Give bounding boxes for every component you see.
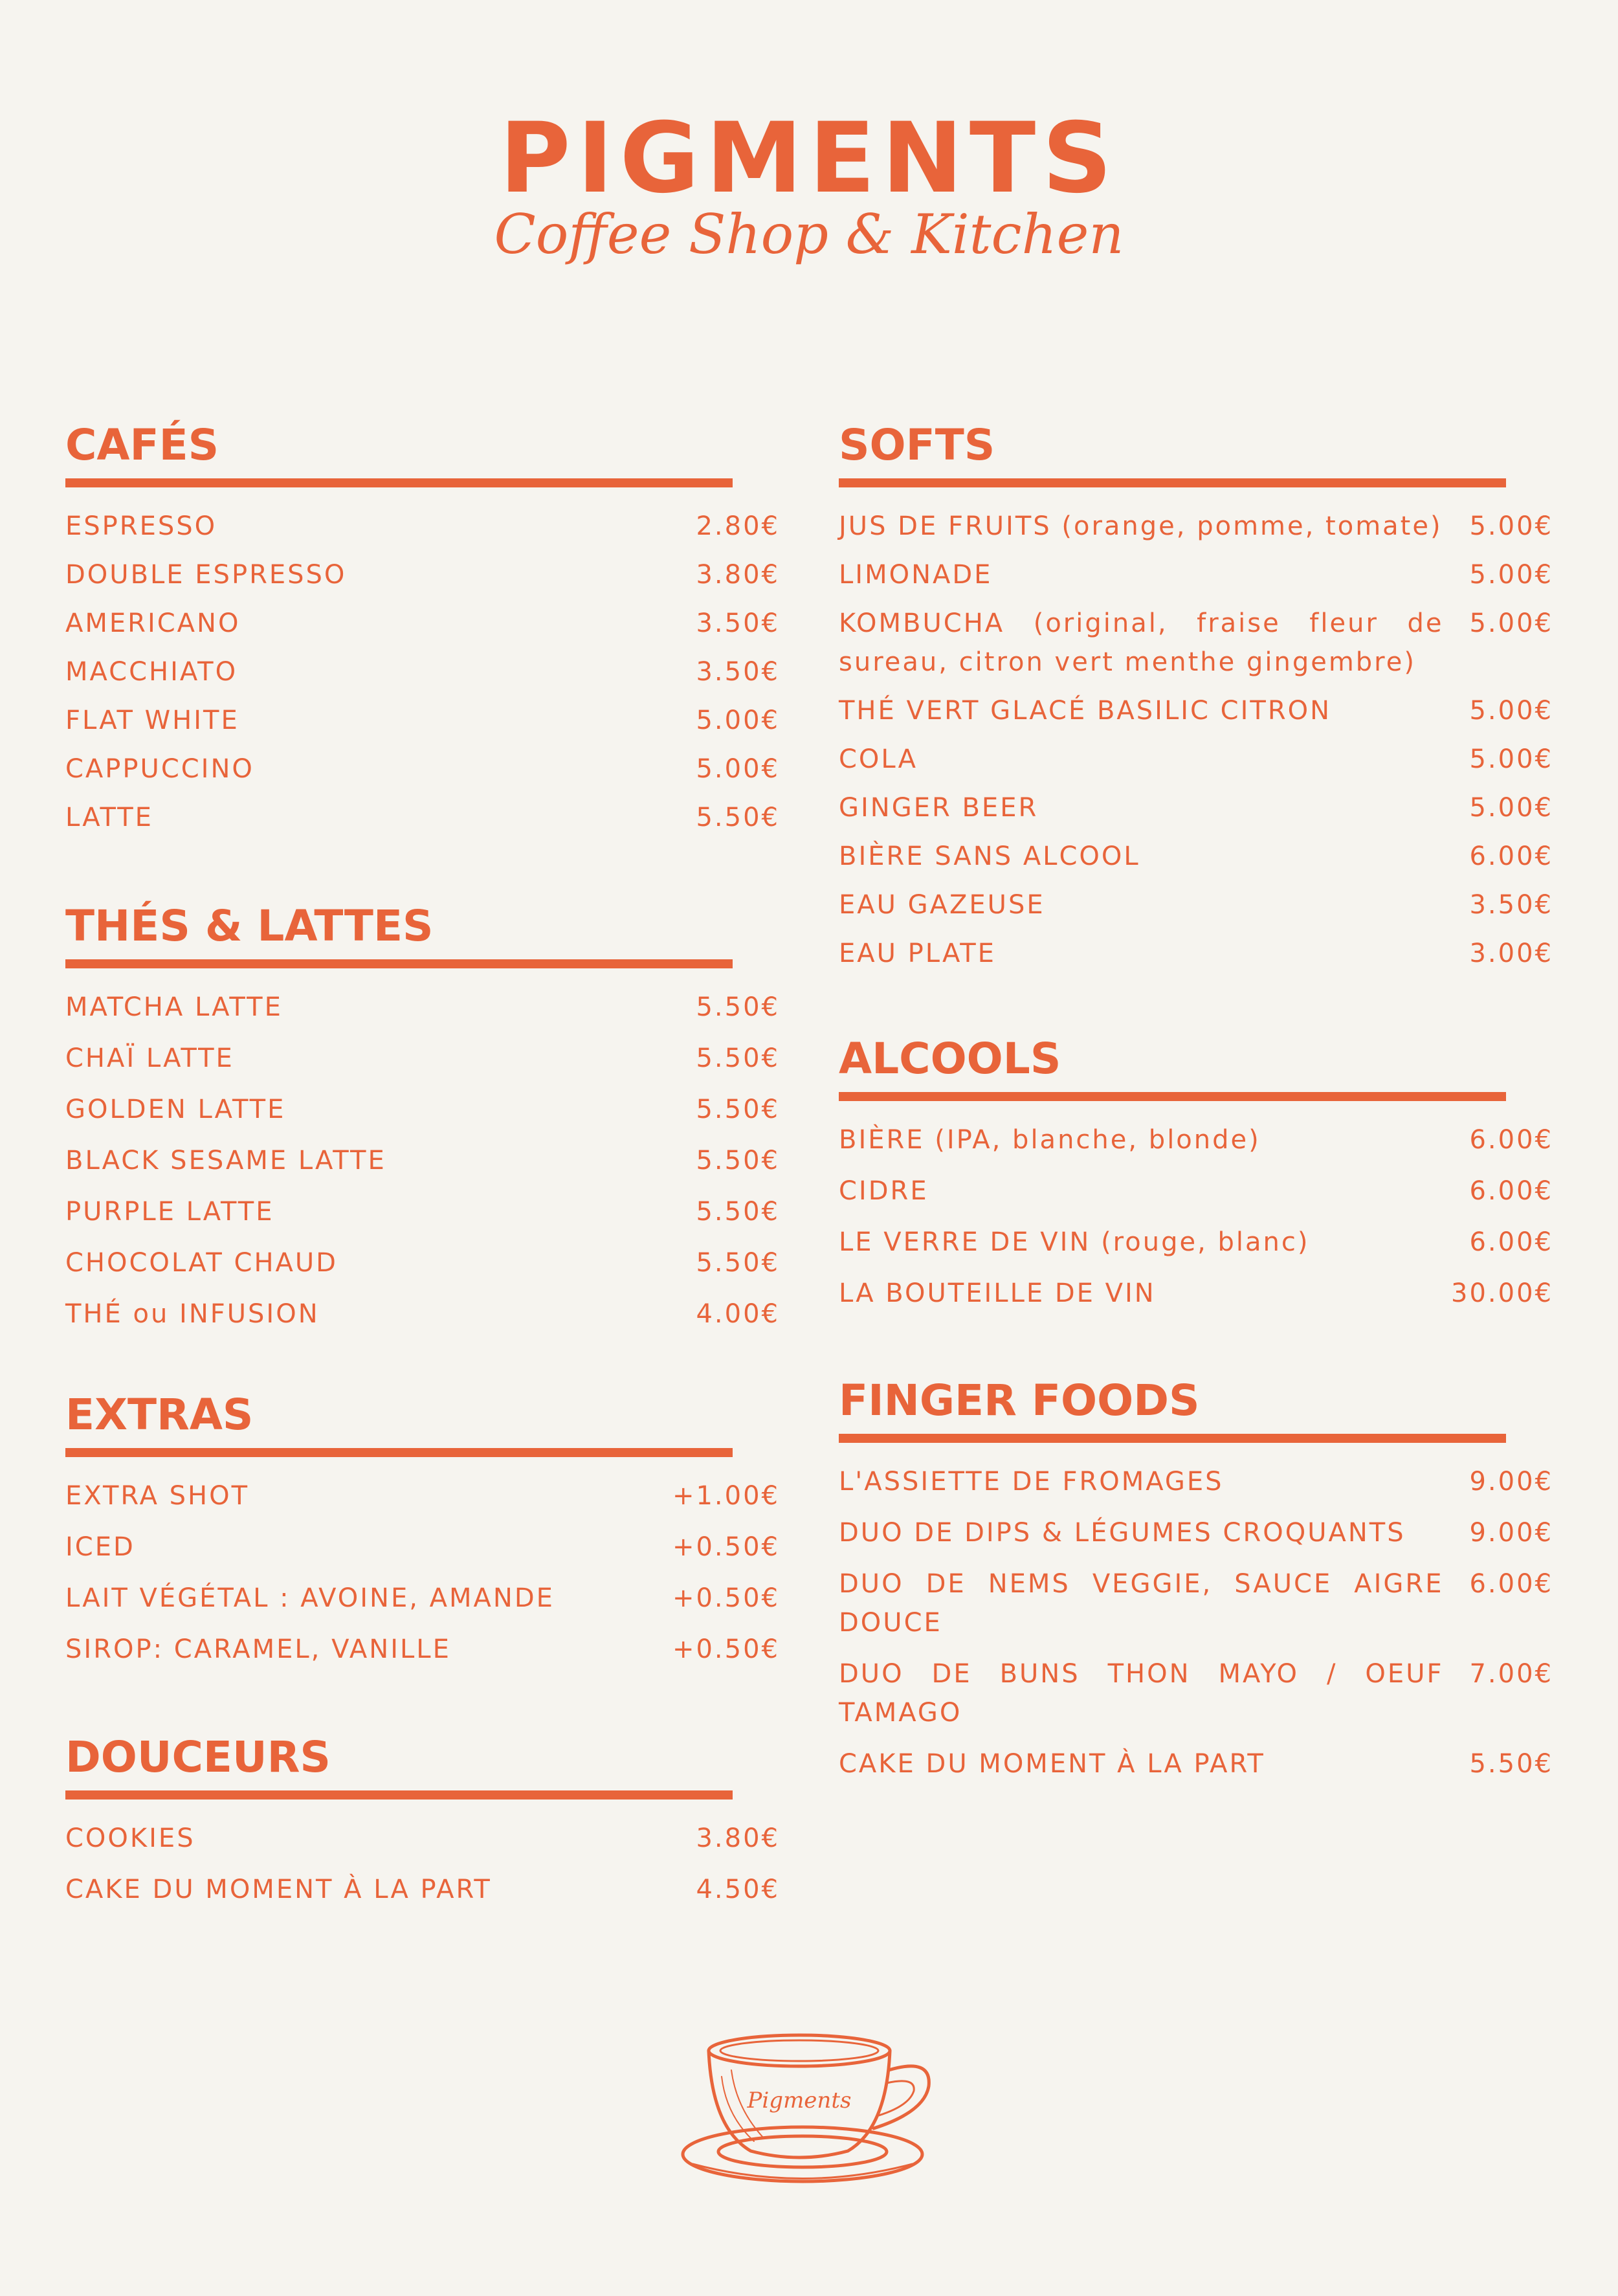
cup-label: Pigments [747, 2088, 852, 2113]
section-title: DOUCEURS [65, 1732, 331, 1782]
menu-item [65, 701, 780, 740]
menu-item-price: 3.50€ [696, 657, 780, 687]
menu-item-price: 3.50€ [1469, 890, 1553, 920]
menu-item-name: KOMBUCHA (original, fraise fleur de sureau, citron vert menthe gingembre) [839, 608, 1444, 677]
menu-item [65, 1192, 780, 1231]
menu-item-price: +0.50€ [672, 1634, 780, 1664]
menu-item-price: 5.00€ [1469, 696, 1553, 726]
menu-item-name: BLACK SESAME LATTE [65, 1146, 386, 1176]
brand-title: PIGMENTS [499, 102, 1119, 215]
menu-item-price: +1.00€ [672, 1481, 780, 1511]
menu-item-name: ESPRESSO [65, 511, 217, 541]
menu-item-price: 3.80€ [696, 1823, 780, 1853]
menu-item-price: 3.50€ [696, 608, 780, 638]
menu-item-name: JUS DE FRUITS (orange, pomme, tomate) [839, 511, 1443, 541]
menu-item-name: CIDRE [839, 1176, 929, 1206]
menu-item-name: FLAT WHITE [65, 706, 239, 735]
menu-item-name: GOLDEN LATTE [65, 1095, 286, 1124]
menu-item-name: DUO DE BUNS THON MAYO / OEUF TAMAGO [839, 1659, 1444, 1728]
menu-item [839, 740, 1553, 779]
menu-item-price: 5.00€ [1469, 793, 1553, 823]
menu-item-price: 30.00€ [1451, 1278, 1553, 1308]
menu-item-price: +0.50€ [672, 1583, 780, 1613]
menu-item [65, 1039, 780, 1078]
menu-item-price: 9.00€ [1469, 1518, 1553, 1548]
menu-item-price: 3.00€ [1469, 939, 1553, 968]
menu-list [839, 1462, 1553, 1783]
menu-item-price: 6.00€ [1469, 841, 1553, 871]
menu-item-price: 5.50€ [696, 1248, 780, 1278]
menu-item-price: 6.00€ [1469, 1125, 1553, 1155]
menu-item-price: 4.50€ [696, 1875, 780, 1904]
menu-item-name: PURPLE LATTE [65, 1197, 274, 1227]
section-softs [839, 420, 1553, 983]
menu-item [65, 798, 780, 837]
menu-item [839, 507, 1553, 546]
menu-item [839, 604, 1553, 682]
menu-item-name: EAU GAZEUSE [839, 890, 1045, 920]
menu-item-name: MATCHA LATTE [65, 992, 283, 1022]
menu-item-price: 5.50€ [696, 992, 780, 1022]
menu-item [65, 1870, 780, 1909]
menu-item [839, 1513, 1553, 1552]
menu-item-price: 5.50€ [696, 1095, 780, 1124]
coffee-cup-icon [673, 2031, 945, 2193]
menu-item-name: SIROP: CARAMEL, VANILLE [65, 1634, 451, 1664]
menu-item [839, 886, 1553, 924]
menu-item-name: THÉ VERT GLACÉ BASILIC CITRON [839, 696, 1332, 726]
menu-list [839, 1120, 1553, 1313]
menu-item [839, 555, 1553, 594]
section-cafes [65, 420, 780, 847]
brand-tagline: Coffee Shop & Kitchen [494, 203, 1124, 266]
section-divider [65, 478, 733, 487]
menu-item-price: 5.50€ [696, 1043, 780, 1073]
menu-item-price: +0.50€ [672, 1532, 780, 1562]
section-divider [65, 1448, 733, 1457]
menu-item-name: MACCHIATO [65, 657, 238, 687]
menu-item [839, 1565, 1553, 1642]
menu-item-name: CAKE DU MOMENT À LA PART [65, 1875, 492, 1904]
menu-item-name: GINGER BEER [839, 793, 1039, 823]
menu-item [839, 691, 1553, 730]
menu-list [65, 988, 780, 1333]
menu-item [839, 1462, 1553, 1501]
menu-list [65, 507, 780, 837]
menu-item [65, 1819, 780, 1858]
menu-item-name: BIÈRE SANS ALCOOL [839, 841, 1140, 871]
menu-item [839, 1172, 1553, 1210]
menu-item [65, 1141, 780, 1180]
menu-item [839, 1274, 1553, 1313]
menu-item-name: CHOCOLAT CHAUD [65, 1248, 338, 1278]
section-title: ALCOOLS [839, 1034, 1061, 1084]
menu-item [839, 788, 1553, 827]
menu-item-name: CAKE DU MOMENT À LA PART [839, 1749, 1265, 1779]
section-thes-lattes [65, 901, 780, 1346]
menu-item [65, 1630, 780, 1669]
menu-list [65, 1819, 780, 1909]
menu-list [65, 1477, 780, 1669]
menu-item-name: COLA [839, 744, 918, 774]
menu-item [65, 1579, 780, 1618]
menu-item-name: LE VERRE DE VIN (rouge, blanc) [839, 1227, 1310, 1257]
menu-item-price: 5.00€ [1469, 560, 1553, 590]
menu-item-price: 7.00€ [1469, 1659, 1553, 1689]
menu-item [65, 604, 780, 643]
menu-item-name: CAPPUCCINO [65, 754, 254, 784]
section-title: SOFTS [839, 420, 995, 470]
menu-item [65, 988, 780, 1027]
menu-item-price: 5.50€ [696, 1197, 780, 1227]
menu-item [65, 1528, 780, 1566]
menu-item-name: DUO DE DIPS & LÉGUMES CROQUANTS [839, 1518, 1406, 1548]
menu-item-name: BIÈRE (IPA, blanche, blonde) [839, 1125, 1261, 1155]
menu-item [839, 1744, 1553, 1783]
menu-item-name: LA BOUTEILLE DE VIN [839, 1278, 1156, 1308]
menu-item-price: 4.00€ [696, 1299, 780, 1329]
menu-item [65, 1243, 780, 1282]
menu-item [65, 1295, 780, 1333]
menu-item-name: LAIT VÉGÉTAL : AVOINE, AMANDE [65, 1583, 555, 1613]
menu-item-name: COOKIES [65, 1823, 195, 1853]
menu-item-price: 2.80€ [696, 511, 780, 541]
section-divider [839, 1434, 1506, 1443]
menu-item-price: 6.00€ [1469, 1176, 1553, 1206]
menu-item-name: EAU PLATE [839, 939, 996, 968]
section-douceurs [65, 1732, 780, 1921]
section-title: EXTRAS [65, 1390, 254, 1440]
menu-item-price: 5.50€ [696, 1146, 780, 1176]
menu-item-price: 5.00€ [696, 754, 780, 784]
menu-item-price: 9.00€ [1469, 1467, 1553, 1497]
section-divider [65, 959, 733, 968]
menu-item [839, 1120, 1553, 1159]
menu-item-name: EXTRA SHOT [65, 1481, 250, 1511]
menu-item [65, 750, 780, 788]
menu-item-price: 5.50€ [696, 803, 780, 832]
menu-item [65, 652, 780, 691]
section-alcools [839, 1034, 1553, 1325]
menu-item-name: CHAÏ LATTE [65, 1043, 234, 1073]
menu-item [839, 934, 1553, 973]
menu-item-price: 5.00€ [1469, 608, 1553, 638]
section-title: CAFÉS [65, 420, 219, 470]
section-finger-foods [839, 1376, 1553, 1796]
section-divider [65, 1790, 733, 1800]
menu-item-price: 3.80€ [696, 560, 780, 590]
menu-item-price: 6.00€ [1469, 1569, 1553, 1599]
menu-item [65, 1477, 780, 1515]
menu-list [839, 507, 1553, 973]
menu-item-price: 6.00€ [1469, 1227, 1553, 1257]
section-extras [65, 1390, 780, 1681]
menu-item [65, 507, 780, 546]
menu-item [65, 555, 780, 594]
menu-item-name: THÉ ou INFUSION [65, 1299, 320, 1329]
menu-item-name: LIMONADE [839, 560, 993, 590]
menu-item [65, 1090, 780, 1129]
menu-item-name: DOUBLE ESPRESSO [65, 560, 347, 590]
menu-item [839, 1223, 1553, 1262]
menu-item-name: DUO DE NEMS VEGGIE, SAUCE AIGRE DOUCE [839, 1569, 1444, 1638]
section-divider [839, 478, 1506, 487]
menu-item-price: 5.50€ [1469, 1749, 1553, 1779]
menu-item-name: AMERICANO [65, 608, 241, 638]
menu-item-price: 5.00€ [696, 706, 780, 735]
menu-item-price: 5.00€ [1469, 744, 1553, 774]
menu-item-name: LATTE [65, 803, 153, 832]
menu-item-name: ICED [65, 1532, 135, 1562]
menu-item-price: 5.00€ [1469, 511, 1553, 541]
section-divider [839, 1092, 1506, 1101]
section-title: FINGER FOODS [839, 1376, 1200, 1425]
section-title: THÉS & LATTES [65, 901, 434, 951]
menu-item-name: L'ASSIETTE DE FROMAGES [839, 1467, 1224, 1497]
menu-item [839, 837, 1553, 876]
menu-item [839, 1655, 1553, 1732]
